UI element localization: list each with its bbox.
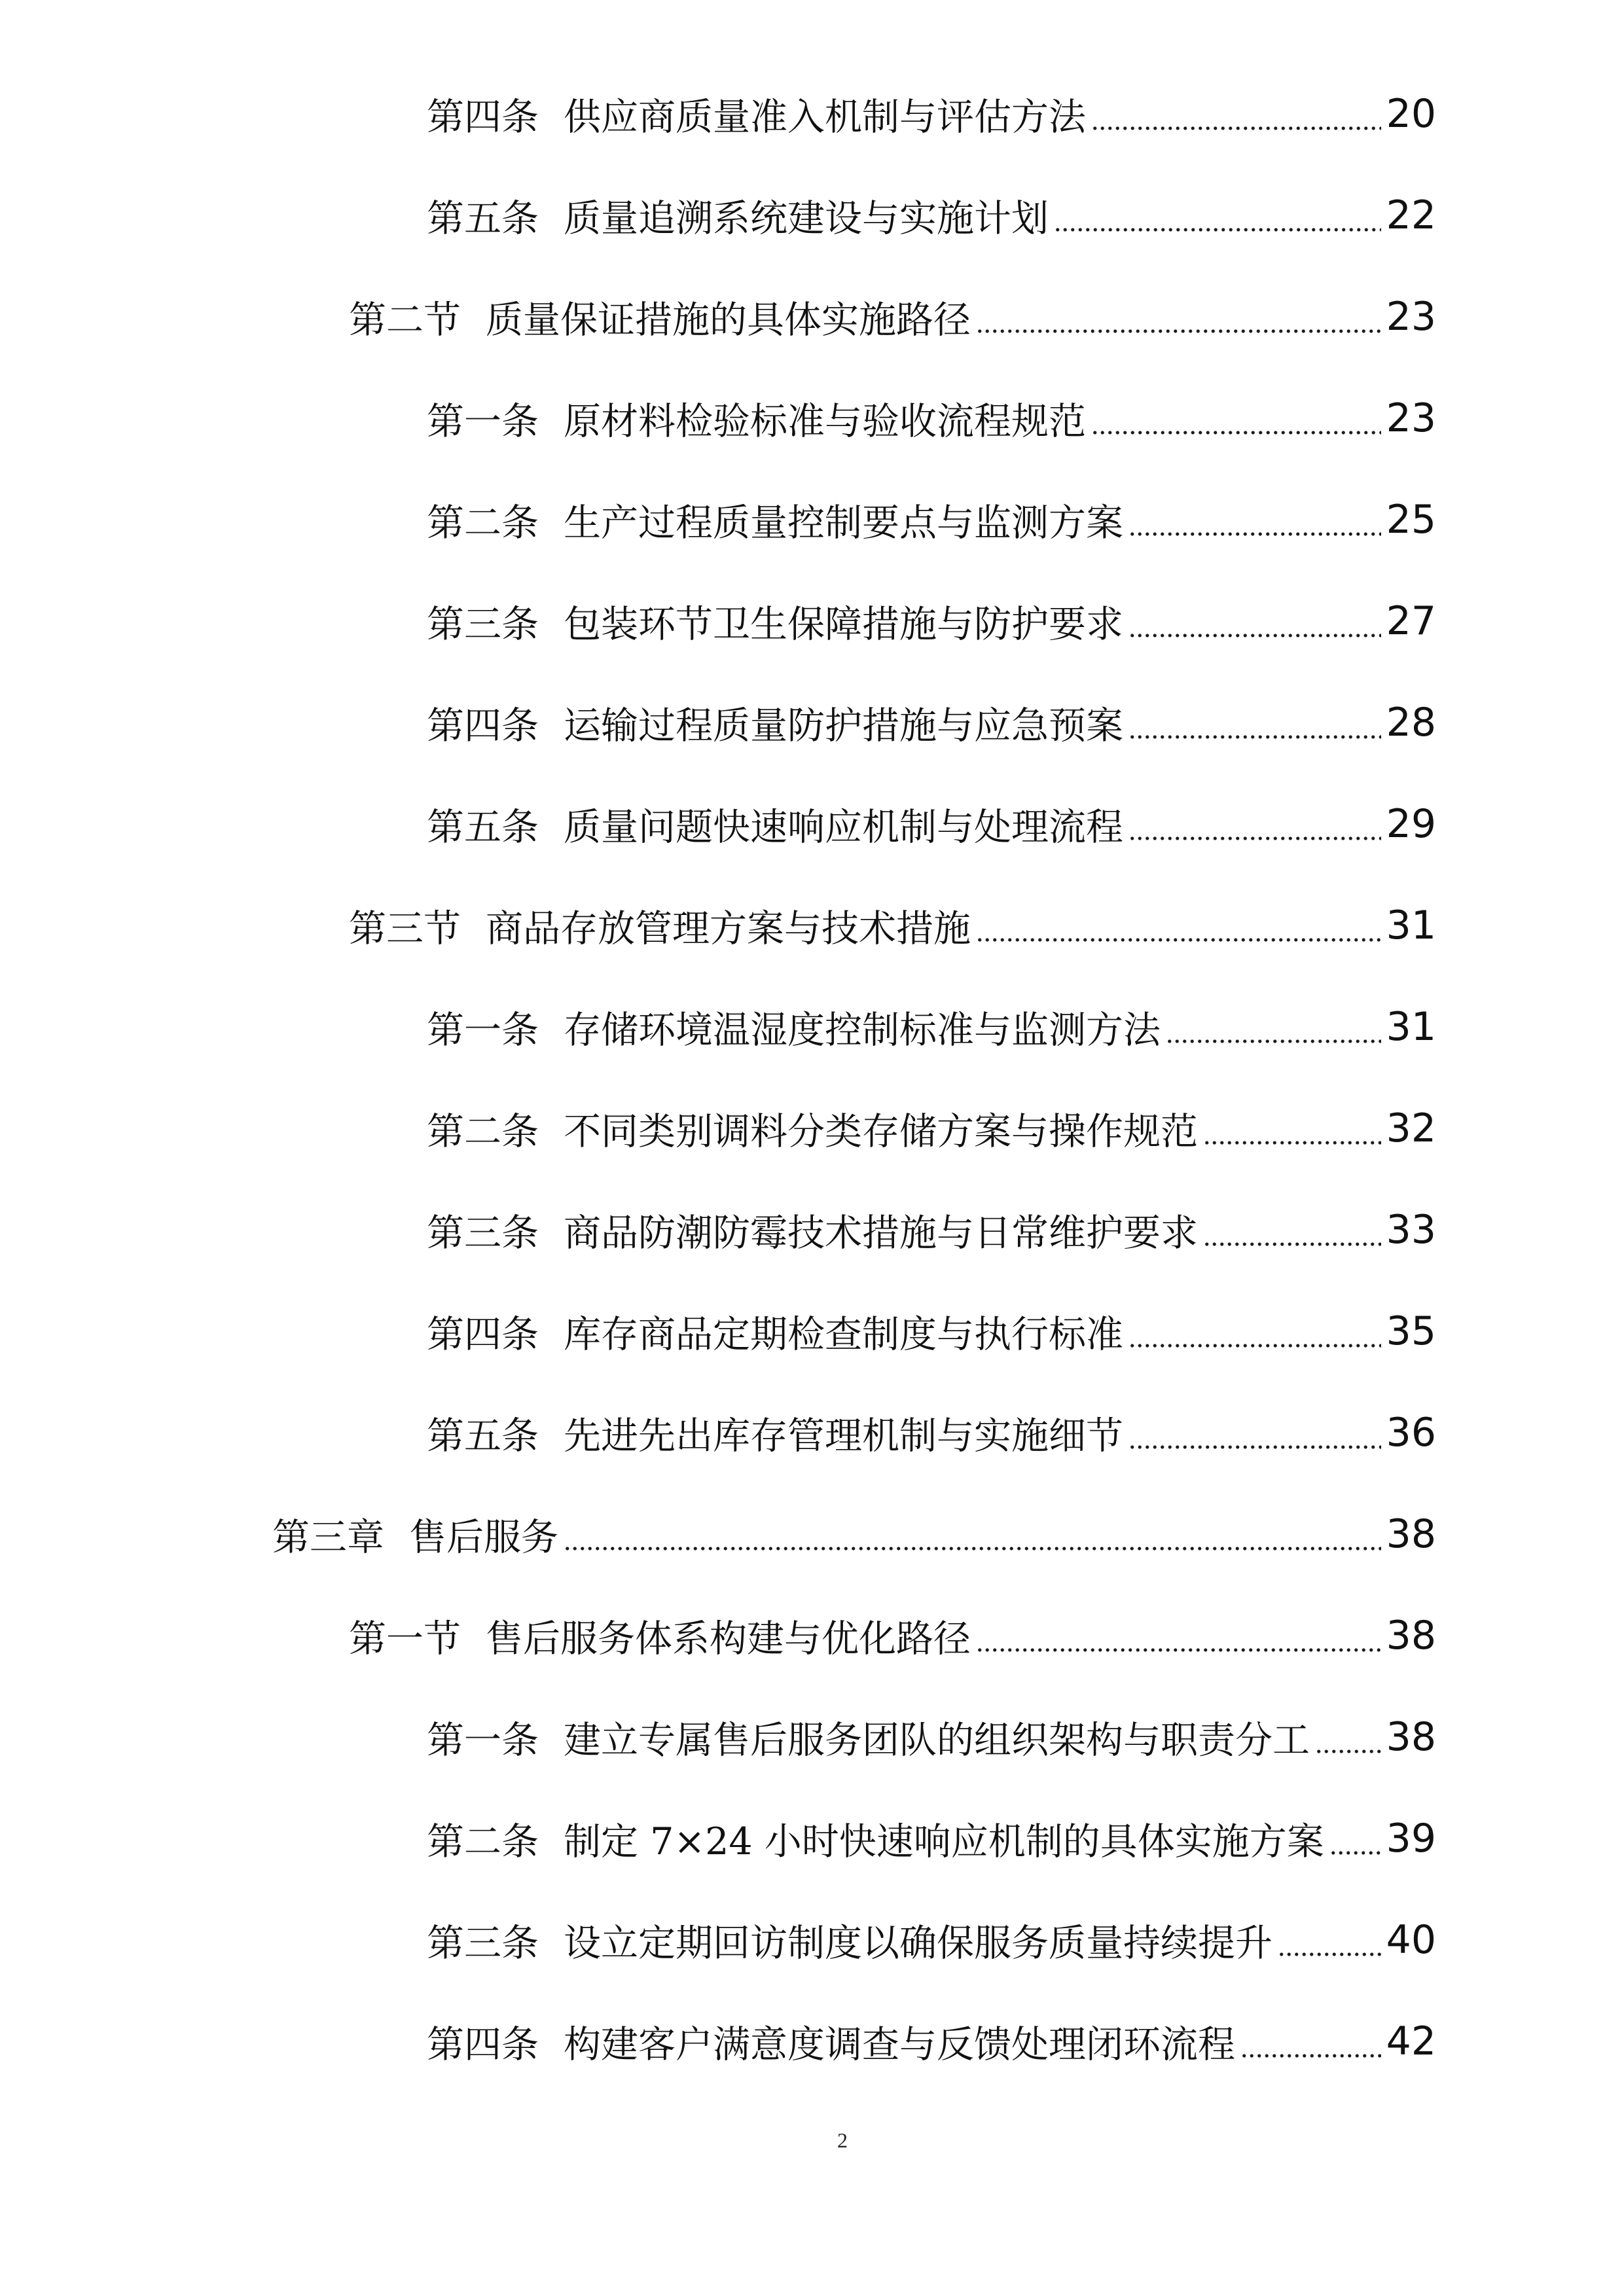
dot-leader	[1091, 97, 1381, 131]
toc-entry-title: 制定 7×24 小时快速响应机制的具体实施方案	[564, 1820, 1324, 1863]
toc-entry-title: 不同类别调料分类存储方案与操作规范	[564, 1109, 1198, 1153]
toc-article-entry	[0, 164, 1624, 266]
dot-leader	[1240, 2024, 1381, 2058]
dot-leader	[976, 1619, 1381, 1653]
toc-entry-page-number: 20	[1386, 90, 1436, 137]
dot-leader	[564, 1517, 1381, 1551]
dot-leader	[976, 908, 1381, 942]
toc-entry-page-number: 23	[1386, 293, 1436, 340]
toc-article-entry	[0, 1077, 1624, 1179]
toc-article-entry	[0, 1787, 1624, 1889]
toc-entry-title: 质量追溯系统建设与实施计划	[564, 196, 1049, 240]
toc-entry-page-number: 31	[1386, 902, 1436, 948]
toc-entry-page-number: 39	[1386, 1815, 1436, 1861]
toc-article-entry	[0, 1990, 1624, 2092]
toc-entry-title: 包装环节卫生保障措施与防护要求	[564, 602, 1123, 646]
toc-entry-page-number: 23	[1386, 395, 1436, 441]
dot-leader	[1091, 401, 1381, 435]
toc-article-entry	[0, 1889, 1624, 1990]
toc-entry-page-number: 33	[1386, 1206, 1436, 1253]
dot-leader	[1203, 1213, 1381, 1247]
dot-leader	[976, 300, 1381, 334]
toc-entry-label: 第一条	[427, 1008, 539, 1052]
toc-entry-label: 第五条	[427, 805, 539, 849]
toc-section-entry	[0, 266, 1624, 367]
toc-entry-title: 建立专属售后服务团队的组织架构与职责分工	[564, 1718, 1310, 1762]
toc-article-entry	[0, 469, 1624, 570]
dot-leader	[1278, 1923, 1381, 1957]
dot-leader	[1128, 1416, 1381, 1450]
dot-leader	[1054, 198, 1381, 232]
toc-entry-label: 第一条	[427, 1718, 539, 1762]
dot-leader	[1128, 503, 1381, 537]
dot-leader	[1128, 706, 1381, 740]
toc-article-entry	[0, 1179, 1624, 1280]
toc-article-entry	[0, 976, 1624, 1077]
toc-entry-title: 构建客户满意度调查与反馈处理闭环流程	[564, 2022, 1235, 2066]
toc-entry-title: 供应商质量准入机制与评估方法	[564, 95, 1086, 139]
toc-article-entry	[0, 570, 1624, 672]
toc-entry-title: 生产过程质量控制要点与监测方案	[564, 501, 1123, 545]
toc-entry-label: 第四条	[427, 2022, 539, 2066]
toc-section-entry	[0, 874, 1624, 976]
toc-entry-label: 第四条	[427, 1312, 539, 1356]
toc-entry-page-number: 29	[1386, 800, 1436, 847]
toc-entry-title: 售后服务	[409, 1515, 558, 1559]
toc-entry-page-number: 22	[1386, 192, 1436, 238]
toc-entry-page-number: 28	[1386, 699, 1436, 745]
toc-entry-title: 存储环境温湿度控制标准与监测方法	[564, 1008, 1161, 1052]
toc-article-entry	[0, 1382, 1624, 1483]
toc-article-entry	[0, 367, 1624, 469]
toc-entry-page-number: 31	[1386, 1003, 1436, 1050]
toc-entry-page-number: 27	[1386, 598, 1436, 644]
toc-entry-label: 第三条	[427, 1921, 539, 1965]
dot-leader	[1203, 1111, 1381, 1145]
toc-entry-label: 第二节	[349, 298, 461, 342]
table-of-contents	[0, 63, 1624, 2092]
toc-entry-label: 第三节	[349, 906, 461, 950]
toc-entry-title: 原材料检验标准与验收流程规范	[564, 399, 1086, 443]
toc-entry-label: 第五条	[427, 1414, 539, 1458]
toc-entry-label: 第四条	[427, 704, 539, 747]
toc-entry-label: 第三章	[272, 1515, 384, 1559]
toc-article-entry	[0, 773, 1624, 874]
toc-entry-title: 运输过程质量防护措施与应急预案	[564, 704, 1123, 747]
toc-entry-label: 第五条	[427, 196, 539, 240]
toc-entry-title: 商品存放管理方案与技术措施	[486, 906, 971, 950]
toc-entry-page-number: 36	[1386, 1409, 1436, 1456]
toc-entry-page-number: 42	[1386, 2018, 1436, 2064]
toc-entry-label: 第二条	[427, 1820, 539, 1863]
toc-section-entry	[0, 1585, 1624, 1686]
toc-article-entry	[0, 1280, 1624, 1382]
dot-leader	[1128, 1314, 1381, 1348]
toc-entry-label: 第四条	[427, 95, 539, 139]
toc-entry-label: 第二条	[427, 1109, 539, 1153]
toc-entry-title: 质量问题快速响应机制与处理流程	[564, 805, 1123, 849]
toc-entry-label: 第一条	[427, 399, 539, 443]
toc-entry-title: 商品防潮防霉技术措施与日常维护要求	[564, 1211, 1198, 1255]
toc-entry-title: 售后服务体系构建与优化路径	[486, 1617, 971, 1660]
toc-article-entry	[0, 63, 1624, 164]
toc-entry-label: 第一节	[349, 1617, 461, 1660]
dot-leader	[1329, 1821, 1381, 1856]
toc-entry-label: 第三条	[427, 1211, 539, 1255]
dot-leader	[1315, 1720, 1381, 1754]
page-number: 2	[837, 2128, 848, 2152]
toc-entry-title: 库存商品定期检查制度与执行标准	[564, 1312, 1123, 1356]
toc-entry-page-number: 25	[1386, 496, 1436, 543]
toc-entry-page-number: 38	[1386, 1713, 1436, 1760]
dot-leader	[1128, 604, 1381, 638]
toc-entry-title: 先进先出库存管理机制与实施细节	[564, 1414, 1123, 1458]
toc-entry-page-number: 38	[1386, 1612, 1436, 1659]
toc-entry-page-number: 40	[1386, 1916, 1436, 1963]
dot-leader	[1166, 1010, 1381, 1044]
toc-entry-label: 第二条	[427, 501, 539, 545]
toc-entry-page-number: 38	[1386, 1511, 1436, 1557]
toc-article-entry	[0, 1686, 1624, 1787]
toc-entry-label: 第三条	[427, 602, 539, 646]
toc-entry-title: 质量保证措施的具体实施路径	[486, 298, 971, 342]
toc-entry-title: 设立定期回访制度以确保服务质量持续提升	[564, 1921, 1272, 1965]
toc-chapter-entry	[0, 1483, 1624, 1585]
toc-article-entry	[0, 672, 1624, 773]
dot-leader	[1128, 807, 1381, 841]
toc-entry-page-number: 32	[1386, 1105, 1436, 1151]
toc-entry-page-number: 35	[1386, 1308, 1436, 1354]
